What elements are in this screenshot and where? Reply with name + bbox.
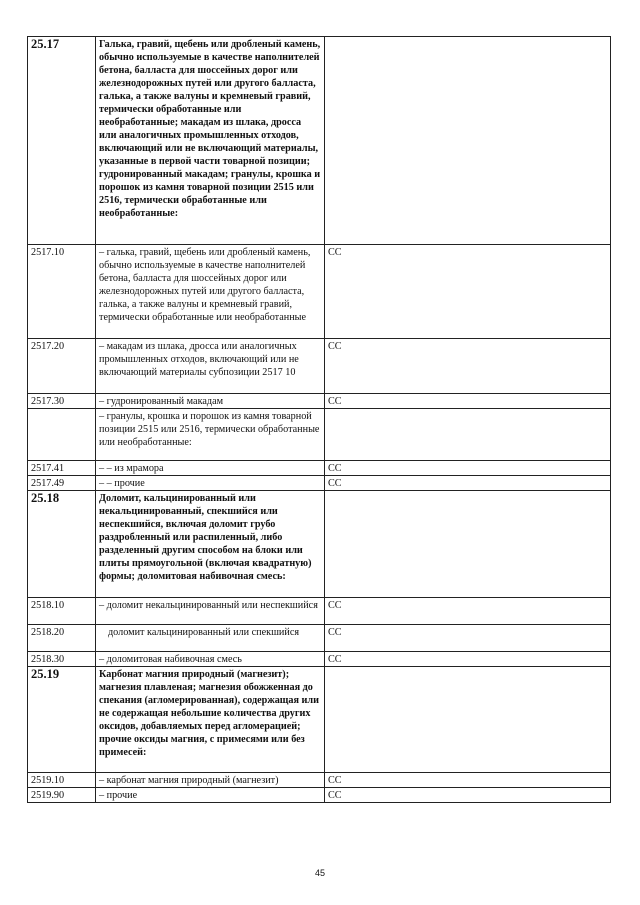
subheading-code: 2517.49 [28, 476, 96, 491]
heading-description: Доломит, кальцинированный или некальцинированный, спекшийся или неспекшийся, включая доломит грубо раздробленный или распиленный, либо разделенный другим способом на блоки или плиты прямоугольной (включая квадратную) формы; доломитовая набивочная смесь: [96, 491, 325, 598]
origin-mark: СС [325, 245, 611, 339]
origin-mark: СС [325, 788, 611, 803]
table-row [28, 461, 611, 476]
subheading-description: – макадам из шлака, дросса или аналогичных промышленных отходов, включающий или не включающий материалы субпозиции 2517 10 [96, 339, 325, 394]
origin-mark: СС [325, 476, 611, 491]
table-row [28, 339, 611, 394]
subheading-code: 2519.10 [28, 773, 96, 788]
subheading-text: доломит кальцинированный или спекшийся [108, 627, 300, 638]
tariff-table [27, 36, 611, 803]
table-row [28, 245, 611, 339]
subheading-description: – гудронированный макадам [96, 394, 325, 409]
subheading-code: 2517.10 [28, 245, 96, 339]
origin-mark: СС [325, 598, 611, 625]
table-row [28, 788, 611, 803]
subheading-code: 2517.20 [28, 339, 96, 394]
subheading-description: – карбонат магния природный (магнезит) [96, 773, 325, 788]
heading-code: 25.19 [28, 667, 96, 773]
origin-mark: СС [325, 339, 611, 394]
table-row [28, 491, 611, 598]
table-row [28, 598, 611, 625]
origin-mark [325, 667, 611, 773]
table-row [28, 652, 611, 667]
heading-code: 25.18 [28, 491, 96, 598]
subheading-code: 2517.30 [28, 394, 96, 409]
subheading-description: – доломитовая набивочная смесь [96, 652, 325, 667]
subheading-code [28, 409, 96, 461]
subheading-description: – галька, гравий, щебень или дробленый камень, обычно используемые в качестве наполнителей бетона, балласта для шоссейных дорог или железнодорожных путей или другого балласта, галька, а также валуны и кремневый гравий, термически обработанные или необработанные [96, 245, 325, 339]
subheading-code: 2518.20 [28, 625, 96, 652]
heading-code: 25.17 [28, 37, 96, 245]
subheading-description: – доломит некальцинированный или неспекшийся [96, 598, 325, 625]
subheading-description: – гранулы, крошка и порошок из камня товарной позиции 2515 или 2516, термически обработанные или необработанные: [96, 409, 325, 461]
table-row [28, 476, 611, 491]
origin-mark [325, 409, 611, 461]
subheading-description: – – прочие [96, 476, 325, 491]
table-row [28, 37, 611, 245]
heading-description: Карбонат магния природный (магнезит); магнезия плавленая; магнезия обожженная до спекания (агломерированная), содержащая или не содержащая небольшие количества других оксидов, добавляемых перед агломерацией; прочие оксиды магния, с примесями или без примесей: [96, 667, 325, 773]
table-row [28, 625, 611, 652]
subheading-code: 2517.41 [28, 461, 96, 476]
origin-mark: СС [325, 625, 611, 652]
origin-mark [325, 491, 611, 598]
subheading-code: 2518.10 [28, 598, 96, 625]
origin-mark: СС [325, 461, 611, 476]
subheading-code: 2518.30 [28, 652, 96, 667]
origin-mark [325, 37, 611, 245]
origin-mark: СС [325, 394, 611, 409]
subheading-description: – – из мрамора [96, 461, 325, 476]
table-row [28, 773, 611, 788]
origin-mark: СС [325, 652, 611, 667]
subheading-description: – прочие [96, 788, 325, 803]
subheading-code: 2519.90 [28, 788, 96, 803]
table-row [28, 409, 611, 461]
heading-description: Галька, гравий, щебень или дробленый камень, обычно используемые в качестве наполнителей бетона, балласта для шоссейных дорог или железнодорожных путей или другого балласта, галька, а также валуны и кремневый гравий, термически обработанные или необработанные; макадам из шлака, дросса или аналогичных промышленных отходов, включающий или не включающий материалы, указанные в первой части товарной позиции; гудронированный макадам; гранулы, крошка и порошок из камня товарной позиции 2515 или 2516, термически обработанные или необработанные: [96, 37, 325, 245]
origin-mark: СС [325, 773, 611, 788]
subheading-description [96, 625, 325, 652]
table-row [28, 667, 611, 773]
table-row [28, 394, 611, 409]
page-number: 45 [314, 868, 325, 878]
